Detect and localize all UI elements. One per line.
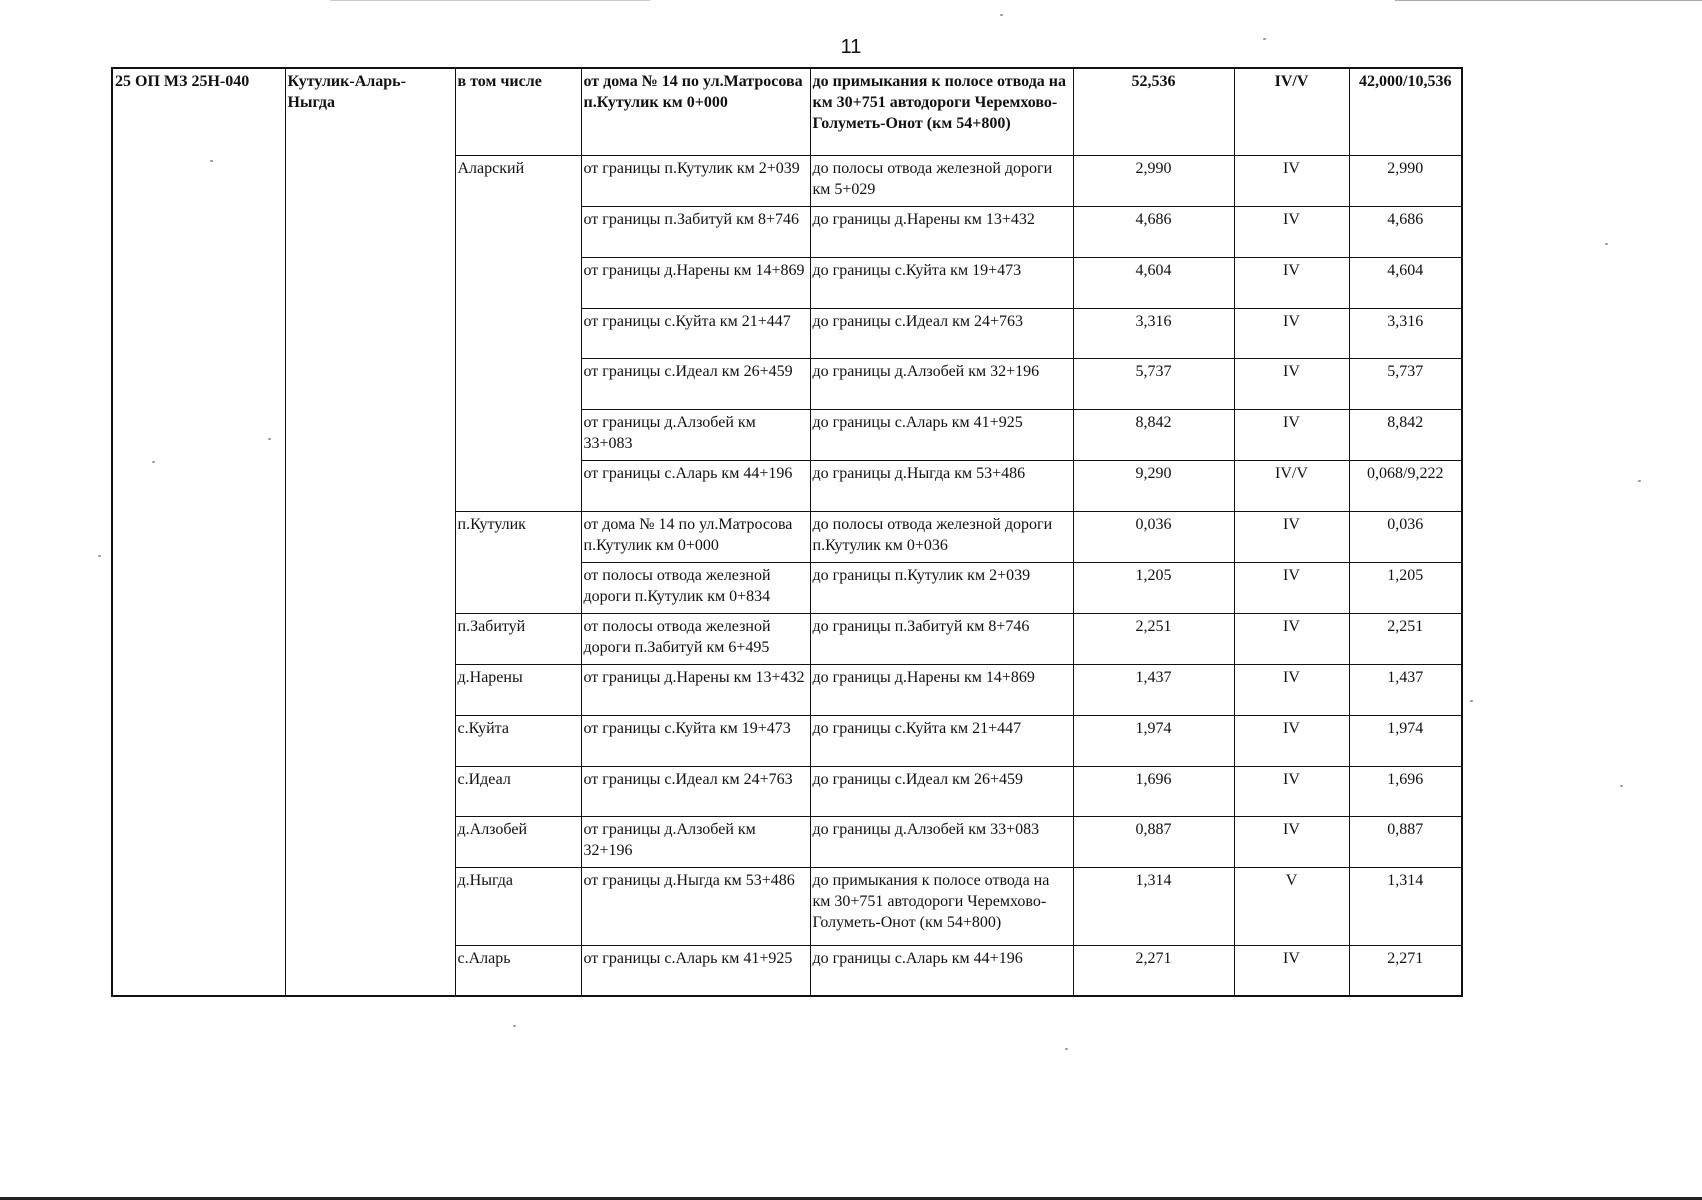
length-cell: 1,696 — [1073, 766, 1234, 816]
from-cell: от границы д.Нарены км 13+432 — [581, 664, 810, 715]
length-cell: 2,271 — [1073, 945, 1234, 996]
length-cell: 4,604 — [1073, 257, 1234, 308]
road-to-cell: до примыкания к полосе отвода на км 30+751 автодороги Черемхово-Голуметь-Онот (км 54+800) — [810, 68, 1073, 155]
to-cell: до границы д.Ныгда км 53+486 — [810, 460, 1073, 511]
from-cell: от границы п.Кутулик км 2+039 — [581, 155, 810, 206]
category-cell: IV — [1234, 664, 1349, 715]
scan-speck — [1620, 785, 1623, 787]
category-cell: IV — [1234, 308, 1349, 358]
split-cell: 2,251 — [1349, 613, 1462, 664]
area-cell: п.Кутулик — [455, 511, 581, 613]
from-cell: от границы с.Куйта км 19+473 — [581, 715, 810, 766]
split-cell: 4,604 — [1349, 257, 1462, 308]
length-cell: 2,251 — [1073, 613, 1234, 664]
to-cell: до границы с.Куйта км 19+473 — [810, 257, 1073, 308]
area-cell: п.Забитуй — [455, 613, 581, 664]
to-cell: до границы д.Нарены км 14+869 — [810, 664, 1073, 715]
to-cell: до границы д.Алзобей км 33+083 — [810, 816, 1073, 867]
page-number: 11 — [840, 36, 862, 58]
to-cell: до границы с.Аларь км 41+925 — [810, 409, 1073, 460]
category-cell: IV — [1234, 206, 1349, 257]
length-cell: 0,036 — [1073, 511, 1234, 562]
length-cell: 9,290 — [1073, 460, 1234, 511]
from-cell: от полосы отвода железной дороги п.Кутулик км 0+834 — [581, 562, 810, 613]
to-cell: до границы д.Алзобей км 32+196 — [810, 358, 1073, 409]
to-cell: до границы с.Идеал км 24+763 — [810, 308, 1073, 358]
from-cell: от границы д.Алзобей км 33+083 — [581, 409, 810, 460]
split-cell: 0,887 — [1349, 816, 1462, 867]
road-split-cell: 42,000/10,536 — [1349, 68, 1462, 155]
length-cell: 0,887 — [1073, 816, 1234, 867]
area-cell: д.Алзобей — [455, 816, 581, 867]
to-cell: до границы п.Забитуй км 8+746 — [810, 613, 1073, 664]
length-cell: 1,974 — [1073, 715, 1234, 766]
from-cell: от границы д.Ныгда км 53+486 — [581, 867, 810, 945]
length-cell: 1,437 — [1073, 664, 1234, 715]
to-cell: до границы д.Нарены км 13+432 — [810, 206, 1073, 257]
scan-speck — [1000, 14, 1003, 16]
split-cell: 8,842 — [1349, 409, 1462, 460]
category-cell: IV — [1234, 816, 1349, 867]
area-cell: с.Аларь — [455, 945, 581, 996]
from-cell: от границы с.Аларь км 41+925 — [581, 945, 810, 996]
to-cell: до границы с.Идеал км 26+459 — [810, 766, 1073, 816]
category-cell: IV/V — [1234, 460, 1349, 511]
split-cell: 0,068/9,222 — [1349, 460, 1462, 511]
roads-table-body — [112, 68, 1462, 996]
scan-speck — [152, 461, 155, 463]
road-from-cell: от дома № 14 по ул.Матросова п.Кутулик км 0+000 — [581, 68, 810, 155]
scan-speck — [1470, 700, 1473, 702]
from-cell: от полосы отвода железной дороги п.Забитуй км 6+495 — [581, 613, 810, 664]
from-cell: от границы с.Идеал км 26+459 — [581, 358, 810, 409]
split-cell: 3,316 — [1349, 308, 1462, 358]
scan-edge-line — [1395, 0, 1702, 1]
roads-table — [111, 67, 1463, 997]
area-cell: д.Нарены — [455, 664, 581, 715]
scan-speck — [210, 160, 213, 162]
road-code-cell: 25 ОП МЗ 25Н-040 — [112, 68, 285, 996]
from-cell: от границы с.Аларь км 44+196 — [581, 460, 810, 511]
to-cell: до границы с.Аларь км 44+196 — [810, 945, 1073, 996]
scan-speck — [513, 1025, 516, 1027]
scan-speck — [268, 438, 271, 440]
split-cell: 1,205 — [1349, 562, 1462, 613]
from-cell: от границы д.Нарены км 14+869 — [581, 257, 810, 308]
category-cell: IV — [1234, 257, 1349, 308]
category-cell: IV — [1234, 613, 1349, 664]
category-cell: IV — [1234, 945, 1349, 996]
length-cell: 1,314 — [1073, 867, 1234, 945]
category-cell: IV — [1234, 511, 1349, 562]
category-cell: V — [1234, 867, 1349, 945]
length-cell: 4,686 — [1073, 206, 1234, 257]
category-cell: IV — [1234, 562, 1349, 613]
length-cell: 8,842 — [1073, 409, 1234, 460]
length-cell: 2,990 — [1073, 155, 1234, 206]
from-cell: от границы п.Забитуй км 8+746 — [581, 206, 810, 257]
to-cell: до полосы отвода железной дороги км 5+029 — [810, 155, 1073, 206]
category-cell: IV — [1234, 409, 1349, 460]
to-cell: до полосы отвода железной дороги п.Кутулик км 0+036 — [810, 511, 1073, 562]
split-cell: 2,271 — [1349, 945, 1462, 996]
from-cell: от границы с.Идеал км 24+763 — [581, 766, 810, 816]
scan-speck — [1638, 480, 1641, 482]
road-group-cell: в том числе — [455, 68, 581, 155]
split-cell: 1,437 — [1349, 664, 1462, 715]
split-cell: 1,314 — [1349, 867, 1462, 945]
category-cell: IV — [1234, 766, 1349, 816]
scan-edge-line — [330, 0, 650, 1]
scan-speck — [1605, 243, 1608, 245]
length-cell: 5,737 — [1073, 358, 1234, 409]
split-cell: 1,696 — [1349, 766, 1462, 816]
category-cell: IV — [1234, 715, 1349, 766]
category-cell: IV — [1234, 155, 1349, 206]
area-cell: с.Идеал — [455, 766, 581, 816]
from-cell: от границы с.Куйта км 21+447 — [581, 308, 810, 358]
table-row — [112, 68, 1462, 155]
split-cell: 4,686 — [1349, 206, 1462, 257]
split-cell: 1,974 — [1349, 715, 1462, 766]
to-cell: до границы п.Кутулик км 2+039 — [810, 562, 1073, 613]
road-category-cell: IV/V — [1234, 68, 1349, 155]
area-cell: д.Ныгда — [455, 867, 581, 945]
from-cell: от границы д.Алзобей км 32+196 — [581, 816, 810, 867]
area-cell: с.Куйта — [455, 715, 581, 766]
split-cell: 2,990 — [1349, 155, 1462, 206]
length-cell: 3,316 — [1073, 308, 1234, 358]
scan-speck — [1263, 38, 1266, 40]
length-cell: 1,205 — [1073, 562, 1234, 613]
category-cell: IV — [1234, 358, 1349, 409]
area-cell: Аларский — [455, 155, 581, 511]
to-cell: до границы с.Куйта км 21+447 — [810, 715, 1073, 766]
scan-speck — [98, 555, 101, 557]
to-cell: до примыкания к полосе отвода на км 30+751 автодороги Черемхово-Голуметь-Онот (км 54+800) — [810, 867, 1073, 945]
road-length-cell: 52,536 — [1073, 68, 1234, 155]
road-name-cell: Кутулик-Аларь-Ныгда — [285, 68, 455, 996]
split-cell: 0,036 — [1349, 511, 1462, 562]
scan-speck — [1065, 1048, 1068, 1050]
split-cell: 5,737 — [1349, 358, 1462, 409]
from-cell: от дома № 14 по ул.Матросова п.Кутулик км 0+000 — [581, 511, 810, 562]
